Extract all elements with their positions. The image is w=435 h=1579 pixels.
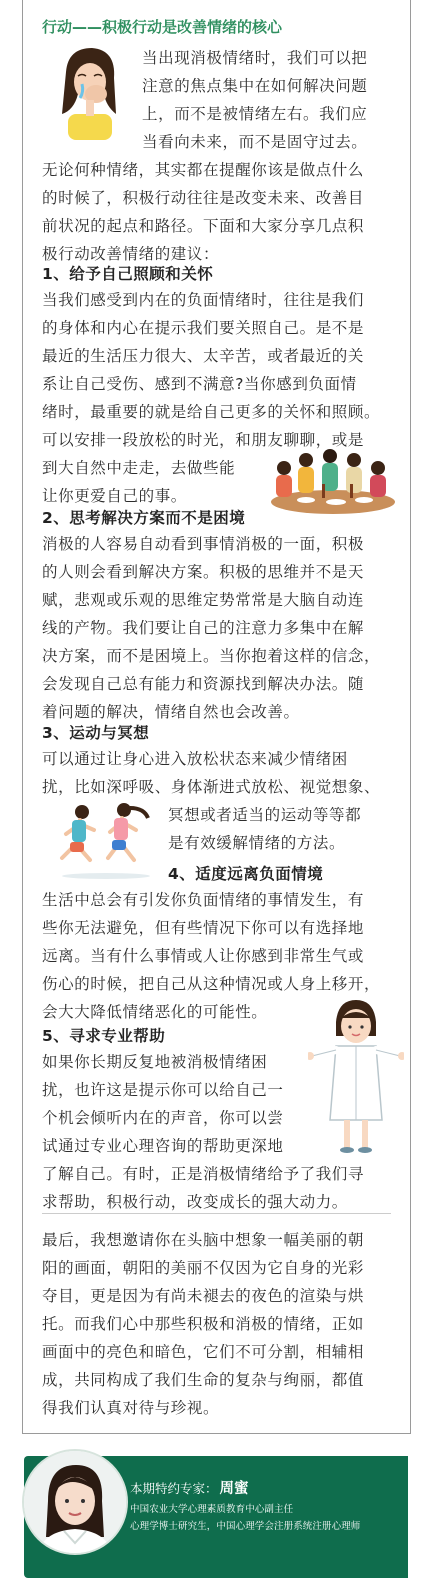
- text-line: 远离。当有什么事情或人让你感到非常生气或: [42, 947, 365, 965]
- text-line: 如果你长期反复地被消极情绪困: [42, 1053, 268, 1071]
- text-line: 扰，比如深呼吸、身体渐进式放松、视觉想象、: [42, 778, 381, 796]
- text-line: 上，而不是被情绪左右。我们应: [142, 105, 368, 123]
- running-couple-illustration: [50, 800, 162, 884]
- text-line: 是有效缓解情绪的方法。: [168, 834, 346, 852]
- text-line: 托。而我们心中那些积极和消极的情绪，正如: [42, 1315, 365, 1333]
- text-line: 成，共同构成了我们生命的复杂与绚丽，都值: [42, 1371, 365, 1389]
- text-line: 最后，我想邀请你在头脑中想象一幅美丽的朝: [42, 1231, 365, 1249]
- text-line: 极行动改善情绪的建议：: [42, 245, 220, 263]
- article-title: 行动——积极行动是改善情绪的核心: [42, 18, 283, 36]
- text-line: 可以安排一段放松的时光，和朋友聊聊，或是: [42, 431, 365, 449]
- text-line: 当出现消极情绪时，我们可以把: [142, 49, 368, 67]
- section-paragraph: [42, 530, 380, 726]
- expert-name: 周蜜: [219, 1481, 249, 1497]
- text-line: 可以通过让身心进入放松状态来减少情绪困: [42, 750, 348, 768]
- text-line: 系让自己受伤、感到不满意?当你感到负面情: [42, 375, 357, 393]
- text-line: 会大大降低情绪恶化的可能性。: [42, 1003, 268, 1021]
- section-heading: 1、给予自己照顾和关怀: [42, 265, 214, 283]
- text-line: 些你无法避免，但有些情况下你可以有选择地: [42, 919, 365, 937]
- expert-label: 本期特约专家：: [130, 1481, 218, 1496]
- text-line: 赋，悲观或乐观的思维定势常常是大脑自动连: [42, 591, 365, 609]
- text-line: 得我们认真对待与珍视。: [42, 1399, 220, 1417]
- text-line: 注意的焦点集中在如何解决问题: [142, 77, 368, 95]
- crying-woman-illustration: [48, 44, 132, 144]
- friends-dinner-illustration: [266, 444, 400, 518]
- section-paragraph: [42, 745, 380, 801]
- text-line: 夺目，更是因为有尚未褪去的夜色的渲染与烘: [42, 1287, 365, 1305]
- text-line: 了解自己。有时，正是消极情绪给予了我们寻: [42, 1165, 365, 1183]
- text-line: 消极的人容易自动看到事情消极的一面，积极: [42, 535, 365, 553]
- text-line: 决方案，而不是困境上。当你抱着这样的信念，: [42, 647, 381, 665]
- text-line: 求帮助，积极行动，改变成长的强大动力。: [42, 1193, 348, 1211]
- text-line: 阳的画面，朝阳的美丽不仅因为它自身的光彩: [42, 1259, 365, 1277]
- text-line: 当看向未来，而不是固守过去。: [142, 133, 368, 151]
- closing-paragraph: [42, 1226, 364, 1422]
- text-line: 线的产物。我们要让自己的注意力多集中在解: [42, 619, 365, 637]
- divider: [42, 1213, 391, 1214]
- intro-paragraph-top: [142, 44, 367, 156]
- text-line: 着问题的解决，情绪自然也会改善。: [42, 703, 300, 721]
- text-line: 扰，也许这是提示你可以给自己一: [42, 1081, 284, 1099]
- intro-paragraph-bottom: [42, 156, 364, 268]
- text-line: 冥想或者适当的运动等等都: [168, 806, 362, 824]
- text-line: 无论何种情绪，其实都在提醒你该是做点什么: [42, 161, 365, 179]
- text-line: 画面中的亮色和暗色，它们不可分割，相辅相: [42, 1343, 365, 1361]
- section-heading: 3、运动与冥想: [42, 724, 150, 742]
- expert-label-row: [130, 1477, 249, 1498]
- text-line: 当我们感受到内在的负面情绪时，往往是我们: [42, 291, 365, 309]
- text-line: 让你更爱自己的事。: [42, 487, 187, 505]
- avatar-icon: [24, 1451, 126, 1553]
- text-line: 个机会倾听内在的声音，你可以尝: [42, 1109, 284, 1127]
- expert-bio-line: 中国农业大学心理素质教育中心副主任: [130, 1504, 294, 1515]
- text-line: 会发现自己总有能力和资源找到解决办法。随: [42, 675, 365, 693]
- text-line: 生活中总会有引发你负面情绪的事情发生，有: [42, 891, 365, 909]
- expert-bio-line: 心理学博士研究生，中国心理学会注册系统注册心理师: [130, 1521, 361, 1532]
- text-line: 试通过专业心理咨询的帮助更深地: [42, 1137, 284, 1155]
- expert-portrait: [22, 1449, 128, 1555]
- section-heading: 5、寻求专业帮助: [42, 1027, 166, 1045]
- text-line: 伤心的时候，把自己从这种情况或人身上移开，: [42, 975, 381, 993]
- doctor-illustration: [308, 996, 404, 1156]
- text-line: 到大自然中走走，去做些能: [42, 459, 236, 477]
- section-paragraph-indented: [168, 801, 361, 857]
- text-line: 的身体和内心在提示我们要关照自己。是不是: [42, 319, 365, 337]
- text-line: 前状况的起点和路径。下面和大家分享几点积: [42, 217, 365, 235]
- text-line: 最近的生活压力很大、太辛苦，或者最近的关: [42, 347, 365, 365]
- text-line: 的人则会看到解决方案。积极的思维并不是天: [42, 563, 365, 581]
- text-line: 的时候了，积极行动往往是改变未来、改善目: [42, 189, 365, 207]
- section-heading: 4、适度远离负面情境: [168, 865, 324, 883]
- text-line: 绪时，最重要的就是给自己更多的关怀和照顾。: [42, 403, 381, 421]
- section-heading: 2、思考解决方案而不是困境: [42, 509, 246, 527]
